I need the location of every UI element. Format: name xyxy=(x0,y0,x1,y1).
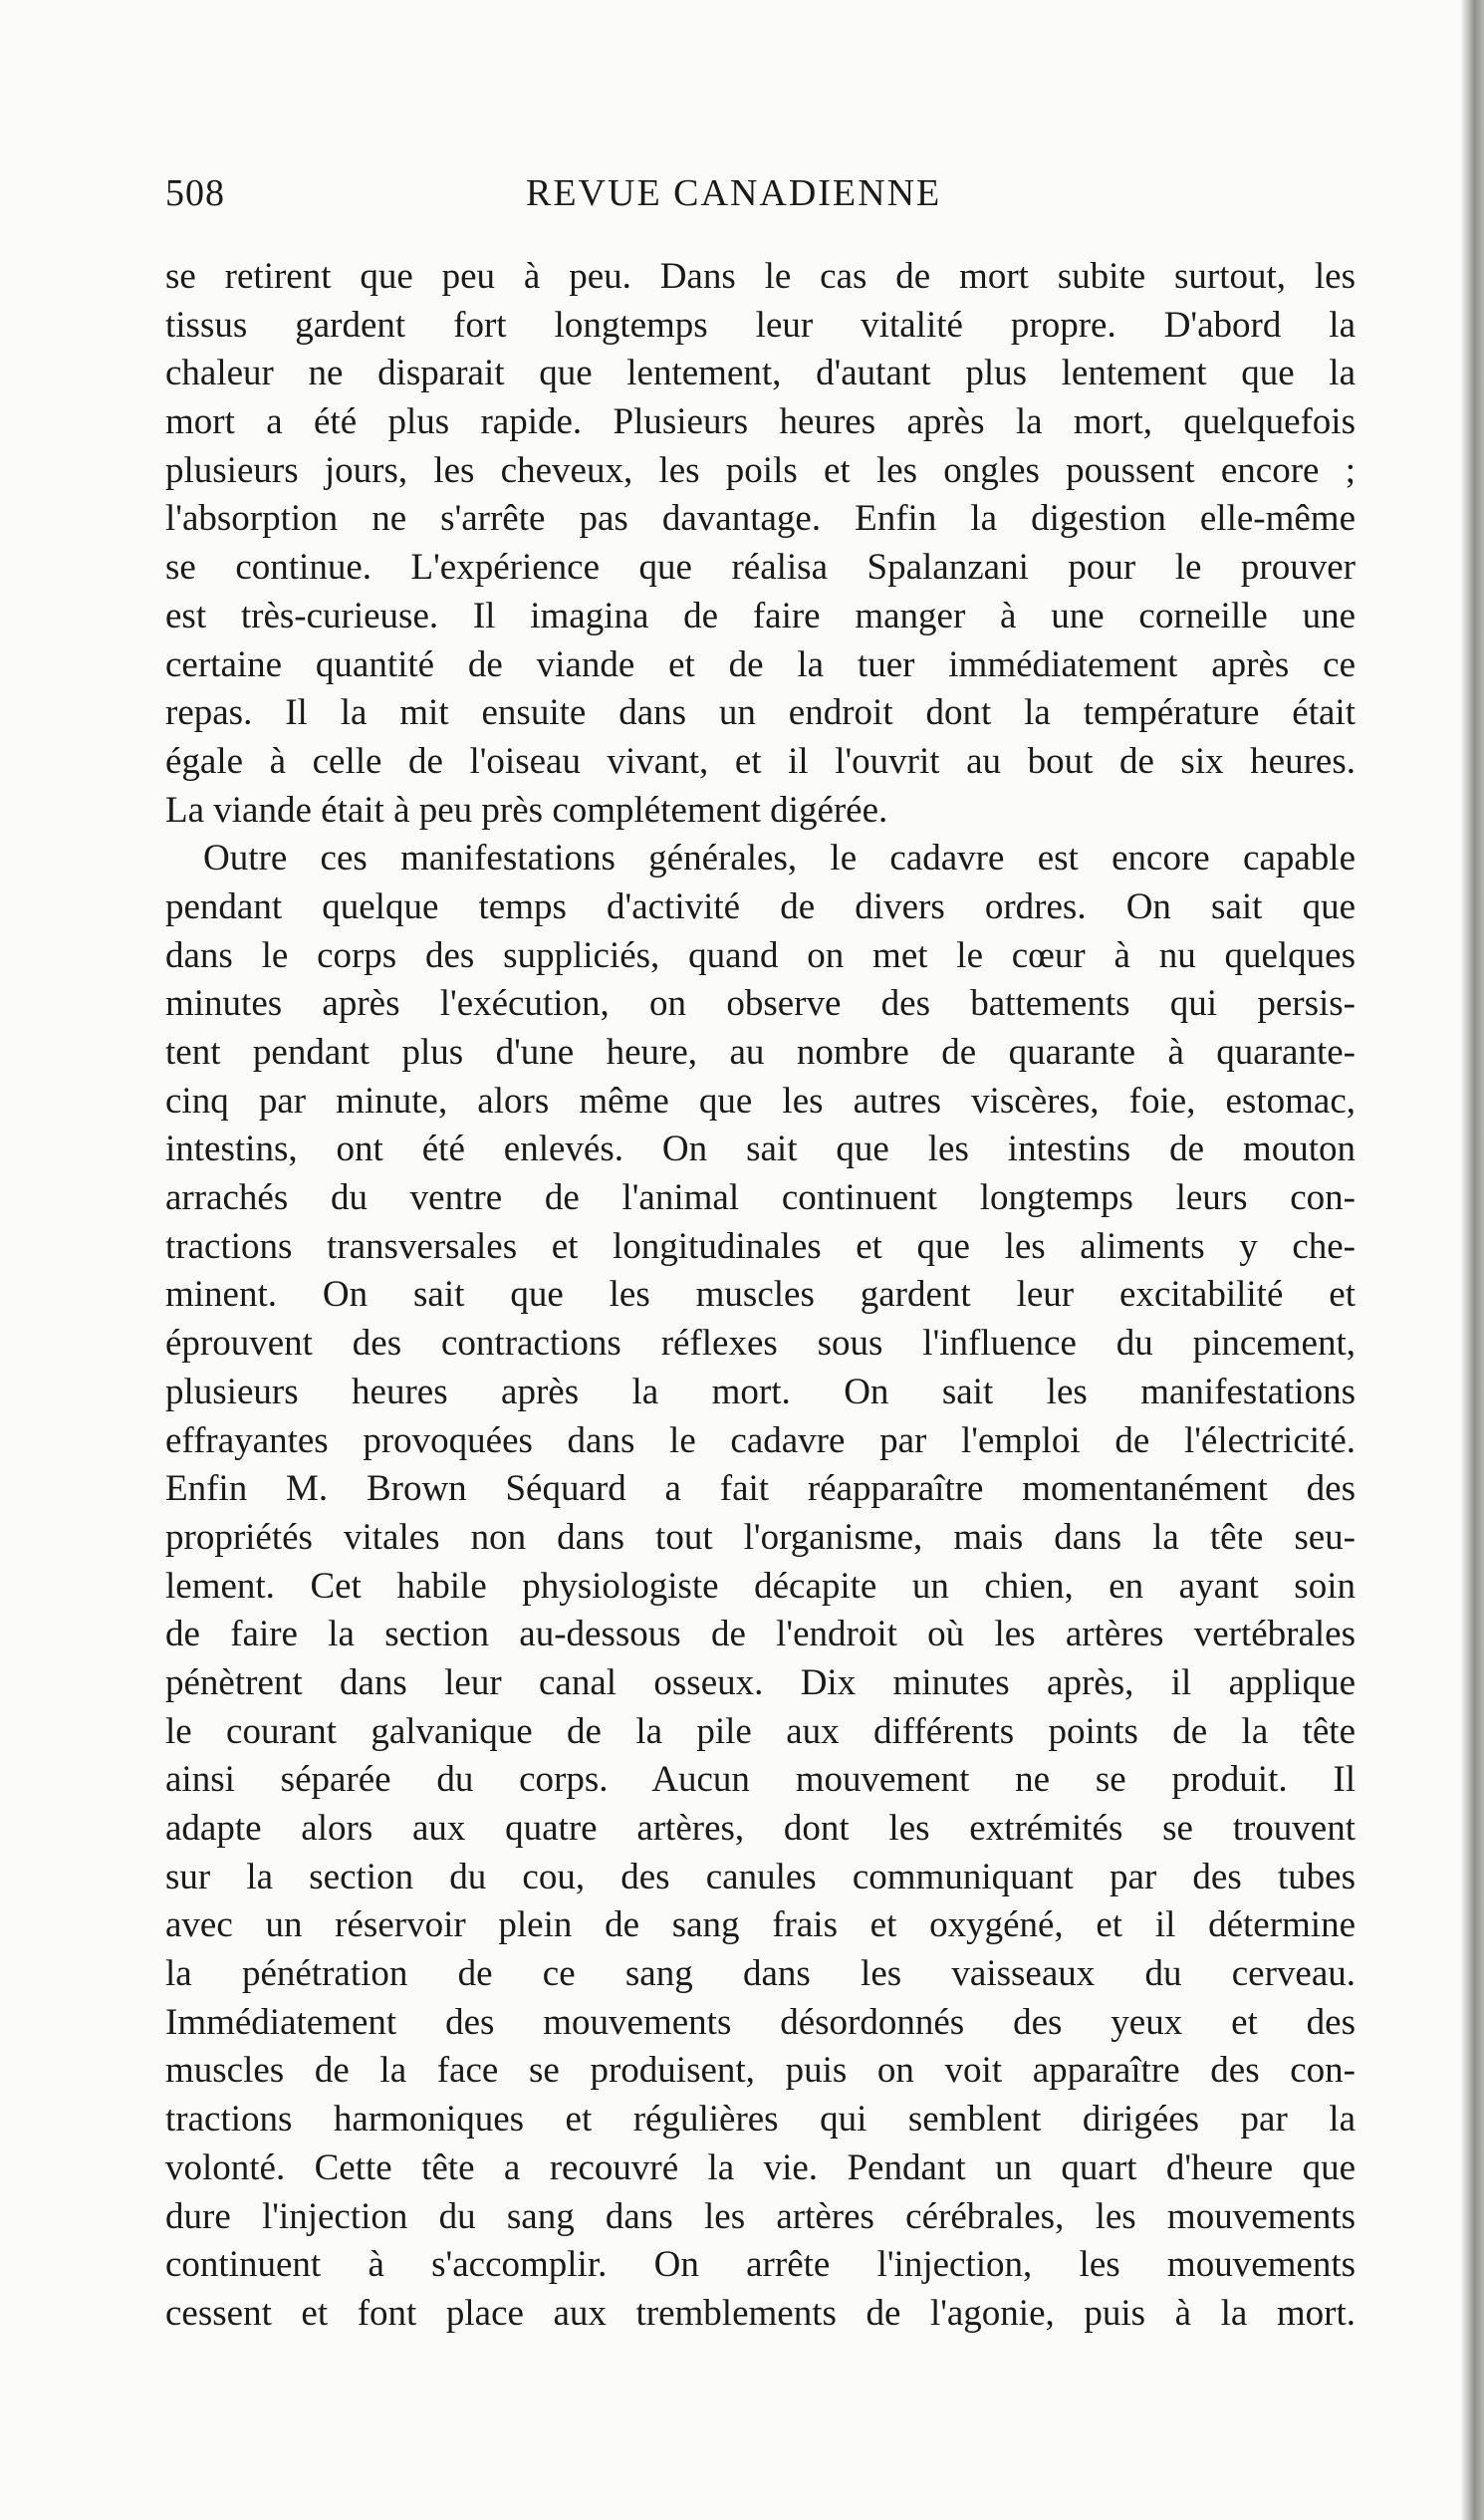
text-line: intestins, ont été enlevés. On sait que les intestins de mouton xyxy=(165,1129,1356,1170)
text-line: avec un réservoir plein de sang frais et oxygéné, et il détermine xyxy=(165,1904,1356,1946)
text-line: ainsi séparée du corps. Aucun mouvement ne se produit. Il xyxy=(165,1759,1356,1801)
text-line: pendant quelque temps d'activité de divers ordres. On sait que xyxy=(165,885,1356,927)
text-line: pénètrent dans leur canal osseux. Dix minutes après, il applique xyxy=(165,1661,1356,1703)
text-line: éprouvent des contractions réflexes sous l'influence du pincement, xyxy=(165,1323,1356,1365)
text-line: Enfin M. Brown Séquard a fait réapparaître momentanément des xyxy=(165,1468,1356,1510)
text-line: se continue. L'expérience que réalisa Spalanzani pour le prouver xyxy=(165,547,1356,589)
text-line: tent pendant plus d'une heure, au nombre de quarante à quarante- xyxy=(165,1032,1356,1073)
running-title: REVUE CANADIENNE xyxy=(526,172,942,214)
text-line: lement. Cet habile physiologiste décapite un chien, en ayant soin xyxy=(165,1565,1356,1607)
text-line: l'absorption ne s'arrête pas davantage. Enfin la digestion elle-même xyxy=(165,498,1356,540)
text-line: muscles de la face se produisent, puis on voit apparaître des con- xyxy=(165,2050,1356,2092)
text-line: plusieurs heures après la mort. On sait les manifestations xyxy=(165,1371,1356,1412)
text-line: continuent à s'accomplir. On arrête l'injection, les mouvements xyxy=(165,2244,1356,2286)
text-line: tissus gardent fort longtemps leur vitalité propre. D'abord la xyxy=(165,304,1356,346)
text-line: la pénétration de ce sang dans les vaisseaux du cerveau. xyxy=(165,1953,1356,1995)
text-line: tractions transversales et longitudinales et que les aliments y che- xyxy=(165,1225,1356,1267)
text-line: plusieurs jours, les cheveux, les poils et les ongles poussent encore ; xyxy=(165,449,1356,491)
text-line: de faire la section au-dessous de l'endroit où les artères vertébrales xyxy=(165,1614,1356,1655)
text-line: La viande était à peu près complétement digérée. xyxy=(165,789,888,831)
text-line: tractions harmoniques et régulières qui semblent dirigées par la xyxy=(165,2099,1356,2141)
text-line: adapte alors aux quatre artères, dont les extrémités se trouvent xyxy=(165,1808,1356,1849)
text-line: effrayantes provoquées dans le cadavre par l'emploi de l'électricité. xyxy=(165,1419,1356,1461)
page-number: 508 xyxy=(165,172,225,214)
text-line: minutes après l'exécution, on observe des battements qui persis- xyxy=(165,983,1356,1025)
text-line: le courant galvanique de la pile aux différents points de la tête xyxy=(165,1710,1356,1752)
text-line: est très-curieuse. Il imagina de faire manger à une corneille une xyxy=(165,595,1356,636)
text-line: minent. On sait que les muscles gardent leur excitabilité et xyxy=(165,1274,1356,1316)
body-text xyxy=(165,253,1356,2339)
text-line: propriétés vitales non dans tout l'organisme, mais dans la tête seu- xyxy=(165,1516,1356,1558)
text-line: Immédiatement des mouvements désordonnés des yeux et des xyxy=(165,2001,1356,2043)
text-line: mort a été plus rapide. Plusieurs heures après la mort, quelquefois xyxy=(165,401,1356,443)
text-line: arrachés du ventre de l'animal continuent longtemps leurs con- xyxy=(165,1177,1356,1219)
text-line: se retirent que peu à peu. Dans le cas de mort subite surtout, les xyxy=(165,256,1356,297)
text-line: sur la section du cou, des canules communiquant par des tubes xyxy=(165,1856,1356,1897)
text-line: certaine quantité de viande et de la tuer immédiatement après ce xyxy=(165,643,1356,685)
text-line: chaleur ne disparait que lentement, d'autant plus lentement que la xyxy=(165,353,1356,394)
text-line: dure l'injection du sang dans les artères cérébrales, les mouvements xyxy=(165,2195,1356,2237)
text-line: cinq par minute, alors même que les autres viscères, foie, estomac, xyxy=(165,1080,1356,1122)
text-line: Outre ces manifestations générales, le cadavre est encore capable xyxy=(203,838,1356,880)
text-line: dans le corps des suppliciés, quand on met le cœur à nu quelques xyxy=(165,934,1356,976)
text-line: repas. Il la mit ensuite dans un endroit dont la température était xyxy=(165,692,1356,734)
text-line: volonté. Cette tête a recouvré la vie. Pendant un quart d'heure que xyxy=(165,2146,1356,2188)
page-header xyxy=(165,171,1356,223)
text-line: cessent et font place aux tremblements de l'agonie, puis à la mort. xyxy=(165,2292,1356,2334)
text-line: égale à celle de l'oiseau vivant, et il l'ouvrit au bout de six heures. xyxy=(165,740,1356,782)
page-binding-edge xyxy=(1460,0,1484,2520)
